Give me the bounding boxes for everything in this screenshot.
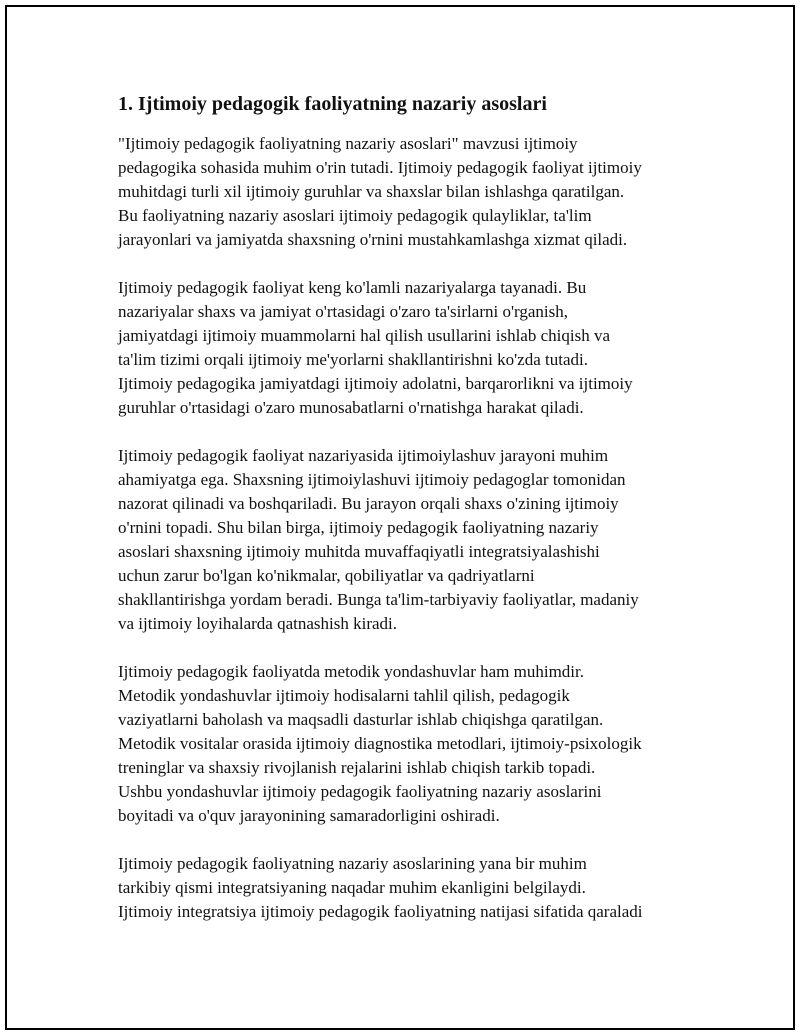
text-line: vaziyatlarni baholash va maqsadli dasturlar ishlab chiqishga qaratilgan. (118, 710, 604, 729)
text-line: Ijtimoiy pedagogik faoliyatning nazariy asoslarining yana bir muhim (118, 854, 587, 873)
text-line: uchun zarur bo'lgan ko'nikmalar, qobiliyatlar va qadriyatlarni (118, 566, 535, 585)
text-line: ahamiyatga ega. Shaxsning ijtimoiylashuvi ijtimoiy pedagoglar tomonidan (118, 470, 626, 489)
text-line: Metodik vositalar orasida ijtimoiy diagnostika metodlari, ijtimoiy-psixologik (118, 734, 642, 753)
section-heading: 1. Ijtimoiy pedagogik faoliyatning nazariy asoslari (118, 93, 547, 115)
text-line: Ijtimoiy pedagogik faoliyat keng ko'lamli nazariyalarga tayanadi. Bu (118, 278, 587, 297)
text-line: o'rnini topadi. Shu bilan birga, ijtimoiy pedagogik faoliyatning nazariy (118, 518, 599, 537)
text-line: Ijtimoiy pedagogik faoliyatda metodik yondashuvlar ham muhimdir. (118, 662, 584, 681)
text-line: "Ijtimoiy pedagogik faoliyatning nazariy asoslari" mavzusi ijtimoiy (118, 134, 578, 153)
text-line: Bu faoliyatning nazariy asoslari ijtimoiy pedagogik qulayliklar, ta'lim (118, 206, 592, 225)
text-line: pedagogika sohasida muhim o'rin tutadi. Ijtimoiy pedagogik faoliyat ijtimoiy (118, 158, 642, 177)
paragraph (118, 276, 698, 420)
text-line: Metodik yondashuvlar ijtimoiy hodisalarni tahlil qilish, pedagogik (118, 686, 570, 705)
text-line: va ijtimoiy loyihalarda qatnashish kiradi. (118, 614, 398, 633)
text-line: boyitadi va o'quv jarayonining samaradorligini oshiradi. (118, 806, 500, 825)
text-line: guruhlar o'rtasidagi o'zaro munosabatlarni o'rnatishga harakat qiladi. (118, 398, 584, 417)
text-line: muhitdagi turli xil ijtimoiy guruhlar va shaxslar bilan ishlashga qaratilgan. (118, 182, 625, 201)
text-line: Ijtimoiy pedagogika jamiyatdagi ijtimoiy adolatni, barqarorlikni va ijtimoiy (118, 374, 633, 393)
document-body (118, 90, 698, 948)
text-line: Ijtimoiy pedagogik faoliyat nazariyasida ijtimoiylashuv jarayoni muhim (118, 446, 609, 465)
paragraph (118, 852, 698, 924)
paragraph (118, 444, 698, 636)
text-line: jamiyatdagi ijtimoiy muammolarni hal qilish usullarini ishlab chiqish va (118, 326, 610, 345)
text-line: nazariyalar shaxs va jamiyat o'rtasidagi o'zaro ta'sirlarni o'rganish, (118, 302, 569, 321)
text-line: jarayonlari va jamiyatda shaxsning o'rnini mustahkamlashga xizmat qiladi. (118, 230, 628, 249)
text-line: nazorat qilinadi va boshqariladi. Bu jarayon orqali shaxs o'zining ijtimoiy (118, 494, 619, 513)
paragraph (118, 660, 698, 828)
text-line: shakllantirishga yordam beradi. Bunga ta'lim-tarbiyaviy faoliyatlar, madaniy (118, 590, 639, 609)
text-line: treninglar va shaxsiy rivojlanish rejalarini ishlab chiqish tarkib topadi. (118, 758, 596, 777)
text-line: ta'lim tizimi orqali ijtimoiy me'yorlarni shakllantirishni ko'zda tutadi. (118, 350, 588, 369)
text-line: Ushbu yondashuvlar ijtimoiy pedagogik faoliyatning nazariy asoslarini (118, 782, 602, 801)
paragraph (118, 132, 698, 252)
text-line: tarkibiy qismi integratsiyaning naqadar muhim ekanligini belgilaydi. (118, 878, 586, 897)
text-line: asoslari shaxsning ijtimoiy muhitda muvaffaqiyatli integratsiyalashishi (118, 542, 600, 561)
text-line: Ijtimoiy integratsiya ijtimoiy pedagogik faoliyatning natijasi sifatida qaraladi (118, 902, 643, 921)
